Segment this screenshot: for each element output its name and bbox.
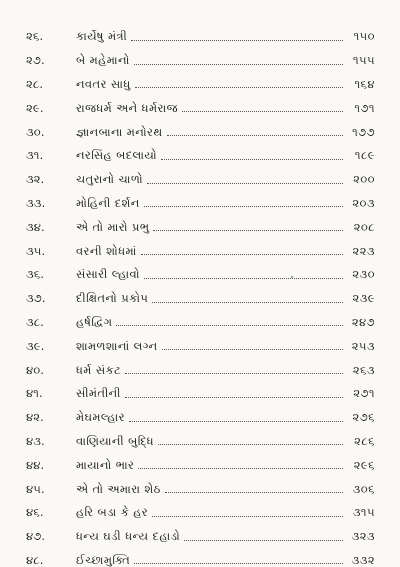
page-number: ૨૩૦: [352, 267, 375, 282]
page-number: ૧૭૧: [354, 100, 375, 115]
dot-leader: [152, 515, 343, 517]
toc-entry[interactable]: [26, 162, 375, 186]
chapter-number: ૩૦.: [26, 124, 45, 139]
chapter-number: ૩૯.: [26, 338, 45, 353]
dot-leader: [144, 205, 343, 207]
chapter-title: ઈચ્છામુક્તિ: [76, 552, 131, 567]
toc-entry[interactable]: [26, 186, 375, 210]
chapter-title: જ્ઞાનબાના મનોરથ: [76, 124, 163, 139]
table-of-contents: [26, 19, 375, 566]
dot-leader: [134, 562, 343, 564]
chapter-number: ૪૫.: [26, 481, 45, 496]
toc-entry[interactable]: [26, 424, 375, 448]
toc-entry[interactable]: [26, 471, 375, 495]
page-number: ૧૫૦: [353, 29, 375, 44]
chapter-title: માયાનો ભાર: [76, 457, 135, 472]
chapter-title: કાર્યેષુ મંત્રી: [76, 29, 128, 44]
dot-leader: [131, 39, 343, 41]
page-number: ૧૬૪: [354, 76, 375, 91]
page-number: ૨૪૭: [351, 314, 375, 329]
chapter-number: ૩૪.: [26, 219, 45, 234]
dot-leader: [153, 229, 343, 231]
page-number: ૨૮૬: [354, 433, 375, 448]
dot-leader: [125, 372, 343, 374]
page-number: ૧૮૯: [354, 148, 375, 163]
page-number: ૨૯૬: [353, 457, 375, 472]
chapter-number: ૨૮.: [26, 76, 44, 91]
dot-leader: [158, 443, 343, 445]
chapter-title: નરસિંહ બદલાયો: [76, 148, 158, 163]
toc-entry[interactable]: [26, 328, 375, 352]
chapter-title: ધર્મ સંકટ: [76, 362, 122, 377]
dot-leader: [161, 158, 343, 160]
dot-leader: [141, 253, 343, 255]
page-number: ૨૦૩: [352, 195, 375, 210]
page-number: ૨૦૦: [353, 172, 375, 187]
page-number: ૨૬૩: [352, 362, 375, 377]
dot-leader: [162, 348, 343, 350]
chapter-title: ધન્ય ઘડી ધન્ય દહાડો: [76, 529, 181, 544]
dot-leader: [152, 301, 343, 303]
chapter-title: શામળશાનાં લગ્ન: [76, 338, 158, 353]
chapter-number: ૩૩.: [26, 195, 46, 210]
dot-leader: [138, 467, 343, 469]
chapter-number: ૨૯.: [26, 100, 44, 115]
chapter-number: ૪૭.: [26, 529, 46, 544]
page-number: ૨૦૮: [353, 219, 375, 234]
chapter-title: રાજધર્મ અને ધર્મરાજ: [76, 100, 178, 115]
page-number: ૩૧૫: [352, 505, 375, 520]
toc-entry[interactable]: [26, 305, 375, 329]
chapter-title: સીમંતીની: [76, 386, 121, 401]
chapter-number: ૩૬.: [26, 267, 45, 282]
toc-entry[interactable]: [26, 495, 375, 519]
chapter-number: ૪૨.: [26, 410, 44, 425]
chapter-number: ૩૭.: [26, 291, 46, 306]
toc-entry[interactable]: [26, 114, 375, 138]
page-number: ૩૦૬: [352, 481, 375, 496]
chapter-title: દીક્ષિતનો પ્રકોપ: [76, 291, 149, 306]
dot-leader: [116, 324, 343, 326]
stray-mark: [291, 276, 293, 278]
chapter-number: ૪૮.: [26, 552, 44, 567]
chapter-title: વાણિયાની બુદ્ધિ: [76, 433, 154, 448]
chapter-title: મોહિની દર્શન: [76, 195, 140, 210]
toc-entry[interactable]: [26, 519, 375, 543]
dot-leader: [167, 134, 343, 136]
chapter-title: એ તો મારો પ્રભુ: [76, 219, 150, 234]
chapter-title: બે મહેમાનો: [76, 53, 130, 68]
chapter-number: ૨૭.: [26, 53, 45, 68]
page-number: ૧૫૫: [352, 53, 375, 68]
page-number: ૧૭૭: [352, 124, 375, 139]
toc-entry[interactable]: [26, 447, 375, 471]
chapter-number: ૪૦.: [26, 362, 45, 377]
toc-entry[interactable]: [26, 281, 375, 305]
page-number: ૨૩૯: [352, 291, 375, 306]
chapter-title: ચતુરાનો ચાળો: [76, 172, 144, 187]
chapter-title: એ તો અમારા શેઠ: [76, 481, 161, 496]
toc-entry[interactable]: [26, 376, 375, 400]
page-number: ૨૫૩: [351, 338, 375, 353]
chapter-number: ૩૮.: [26, 314, 45, 329]
chapter-title: વરની શોધમાં: [76, 243, 137, 258]
dot-leader: [182, 110, 343, 112]
chapter-title: હર્ષદ્વિગ: [76, 314, 113, 329]
dot-leader: [134, 63, 343, 65]
toc-entry[interactable]: [26, 19, 375, 43]
toc-entry[interactable]: [26, 257, 375, 281]
toc-entry[interactable]: [26, 209, 375, 233]
toc-entry[interactable]: [26, 138, 375, 162]
chapter-number: ૨૬.: [26, 29, 44, 44]
chapter-number: ૪૪.: [26, 457, 45, 472]
dot-leader: [184, 539, 343, 541]
page-number: ૨૭૧: [353, 386, 375, 401]
page-number: ૩૨૩: [351, 529, 375, 544]
chapter-number: ૪૧.: [26, 386, 43, 401]
page-number: ૨૨૩: [352, 243, 375, 258]
chapter-title: મેઘમલ્હાર: [76, 410, 125, 425]
toc-entry[interactable]: [26, 233, 375, 257]
chapter-title: હરિ બડા કે હર: [76, 505, 149, 520]
chapter-title: નવતર સાધુ: [76, 76, 131, 91]
toc-entry[interactable]: [26, 400, 375, 424]
page-number: ૨૭૬: [352, 410, 375, 425]
chapter-number: ૩૧.: [26, 148, 44, 163]
chapter-number: ૪૩.: [26, 433, 45, 448]
dot-leader: [147, 182, 343, 184]
toc-entry[interactable]: [26, 67, 375, 91]
chapter-title: સંસારી લ્હાવો: [76, 267, 140, 282]
dot-leader: [165, 491, 343, 493]
page-number: ૩૩૨: [351, 552, 375, 567]
dot-leader: [129, 420, 343, 422]
toc-entry[interactable]: [26, 43, 375, 67]
chapter-number: ૩૨.: [26, 172, 45, 187]
chapter-number: ૪૬.: [26, 505, 44, 520]
dot-leader: [135, 86, 343, 88]
chapter-number: ૩૫.: [26, 243, 46, 258]
dot-leader: [144, 277, 343, 279]
toc-entry[interactable]: [26, 352, 375, 376]
toc-entry[interactable]: [26, 90, 375, 114]
toc-entry[interactable]: [26, 543, 375, 567]
dot-leader: [125, 396, 343, 398]
